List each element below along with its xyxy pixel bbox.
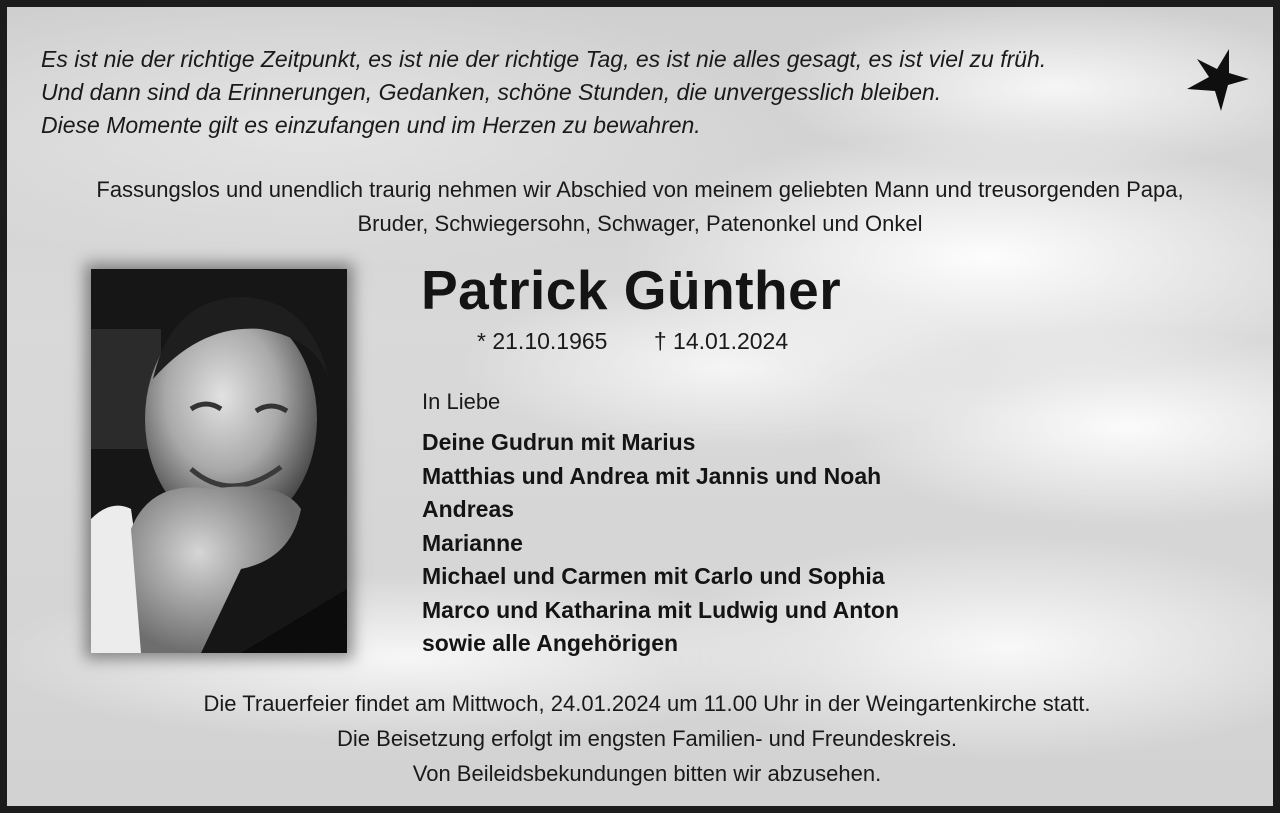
mourner-line: Andreas <box>422 496 515 522</box>
mourners-intro: In Liebe <box>422 389 501 414</box>
closing-line: Von Beileidsbekundungen bitten wir abzusehen. <box>412 761 882 786</box>
death-date: † 14.01.2024 <box>653 328 789 354</box>
life-dates <box>477 325 788 357</box>
closing-line: Die Trauerfeier findet am Mittwoch, 24.01.2024 um 11.00 Uhr in der Weingartenkirche statt. <box>203 691 1091 716</box>
intro-line: Fassungslos und unendlich traurig nehmen wir Abschied von meinem geliebten Mann und treusorgenden Papa, <box>96 177 1184 202</box>
birth-date: * 21.10.1965 <box>477 328 608 354</box>
mourner-line: Marianne <box>422 529 523 556</box>
mourner-line: sowie alle Angehörigen <box>422 630 679 656</box>
quote-line: Es ist nie der richtige Zeitpunkt, es ist nie der richtige Tag, es ist nie alles gesagt, es ist viel zu früh. <box>41 46 1047 72</box>
mourner-line: Michael und Carmen mit Carlo und Sophia <box>422 563 885 589</box>
memorial-quote <box>41 43 1046 142</box>
mourners-list <box>422 426 899 661</box>
quote-line: Und dann sind da Erinnerungen, Gedanken, schöne Stunden, die unvergesslich bleiben. <box>41 79 942 105</box>
closing-line: Die Beisetzung erfolgt im engsten Familien- und Freundeskreis. <box>337 726 957 751</box>
star-icon <box>1183 47 1251 113</box>
mourner-line: Deine Gudrun mit Marius <box>422 429 696 455</box>
funeral-details <box>7 686 1280 791</box>
deceased-name: Patrick Günther <box>421 259 842 321</box>
quote-line: Diese Momente gilt es einzufangen und im Herzen zu bewahren. <box>41 112 701 138</box>
farewell-intro <box>7 173 1273 241</box>
portrait-photo <box>91 269 347 653</box>
intro-line: Bruder, Schwiegersohn, Schwager, Patenonkel und Onkel <box>357 211 923 236</box>
mourner-line: Matthias und Andrea mit Jannis und Noah <box>422 462 882 489</box>
portrait-image <box>91 269 347 653</box>
mourner-line: Marco und Katharina mit Ludwig und Anton <box>422 596 900 623</box>
